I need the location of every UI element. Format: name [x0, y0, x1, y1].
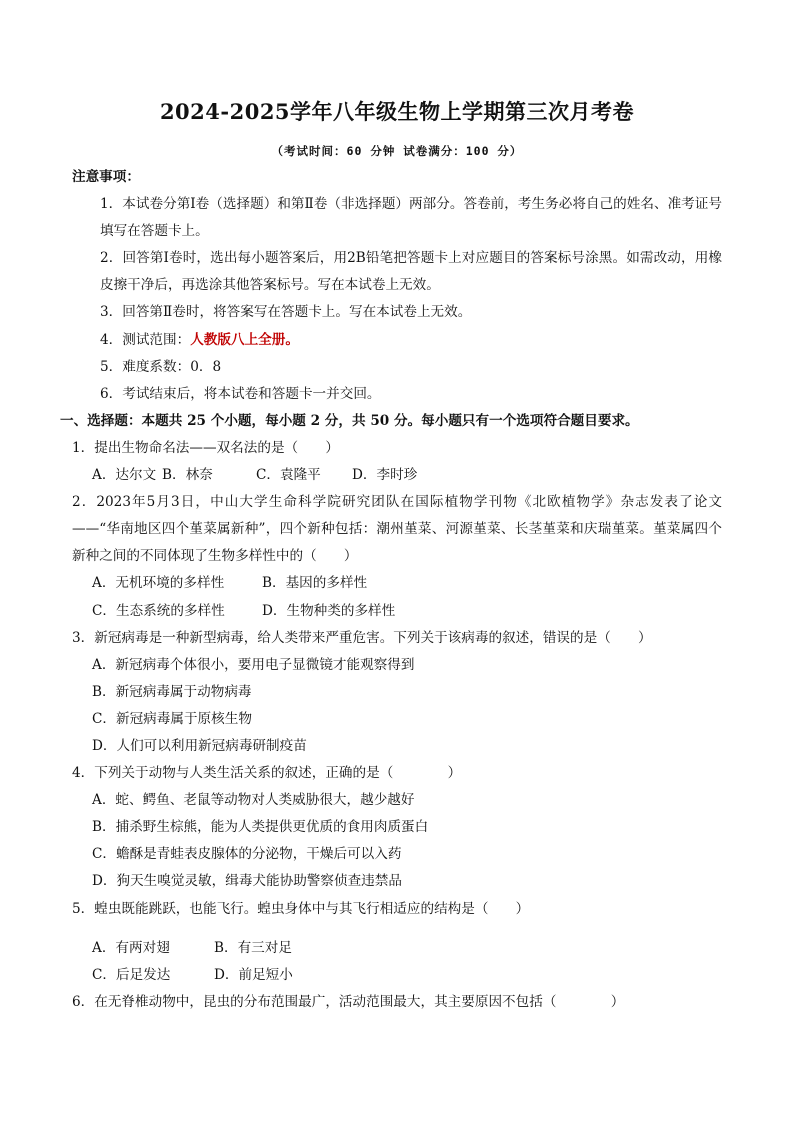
test-scope-highlight: 人教版八上全册。 [190, 331, 299, 348]
option-c: C．袁隆平 [256, 467, 321, 484]
notice-item-4 [72, 327, 722, 354]
question-4-stem: 4．下列关于动物与人类生活关系的叙述，正确的是（ ） [72, 765, 462, 782]
question-1-stem: 1．提出生物命名法——双名法的是（ ） [72, 439, 339, 456]
option-b: B．基因的多样性 [262, 575, 368, 592]
question-3-option-d: D．人们可以利用新冠病毒研制疫苗 [92, 737, 307, 754]
question-3-option-c: C．新冠病毒属于原核生物 [92, 710, 252, 727]
question-5-options-row2 [72, 962, 722, 989]
exam-body [60, 164, 722, 1016]
notice-item-4-prefix: 4．测试范围： [100, 331, 191, 348]
notice-heading: 注意事项： [72, 169, 140, 185]
notice-item-2: 2．回答第Ⅰ卷时，选出每小题答案后，用2B铅笔把答题卡上对应题目的答案标号涂黑。如需改动，用橡皮擦干净后，再选涂其他答案标号。写在本试卷上无效。 [100, 250, 722, 294]
question-1-options [72, 462, 722, 489]
option-d: D．生物种类的多样性 [262, 602, 396, 619]
exam-subtitle: （考试时间：60 分钟 试卷满分：100 分） [271, 144, 523, 158]
notice-item-1: 1．本试卷分第Ⅰ卷（选择题）和第Ⅱ卷（非选择题）两部分。答卷前，考生务必将自己的姓名、准考证号填写在答题卡上。 [100, 196, 722, 240]
option-d: D．前足短小 [214, 966, 293, 983]
question-4-option-d: D．狗天生嗅觉灵敏，缉毒犬能协助警察侦查违禁品 [92, 873, 402, 890]
spacer [72, 923, 722, 935]
question-3-option-b: B．新冠病毒属于动物病毒 [92, 683, 252, 700]
notice-item-5: 5．难度系数：0．8 [100, 358, 222, 375]
option-b: B．林奈 [162, 467, 213, 484]
question-5-options-row1 [72, 935, 722, 962]
section-heading: 一、选择题：本题共 25 个小题，每小题 2 分，共 50 分。每小题只有一个选项符合题目要求。 [60, 412, 639, 429]
question-6-stem: 6．在无脊椎动物中，昆虫的分布范围最广，活动范围最大，其主要原因不包括（ ） [72, 993, 625, 1010]
option-c: C．生态系统的多样性 [92, 602, 225, 619]
option-b: B．有三对足 [214, 939, 292, 956]
option-a: A．达尔文 [92, 467, 157, 484]
option-d: D．李时珍 [352, 467, 418, 484]
question-4-option-c: C．蟾酥是青蛙表皮腺体的分泌物，干燥后可以入药 [92, 846, 402, 863]
question-3-option-a: A．新冠病毒个体很小，要用电子显微镜才能观察得到 [92, 656, 415, 673]
exam-title: 2024-2025学年八年级生物上学期第三次月考卷 [159, 99, 635, 124]
question-2-stem: 2．2023年5月3日，中山大学生命科学院研究团队在国际植物学刊物《北欧植物学》杂志发表了论文——“华南地区四个堇菜属新种”，四个新种包括：潮州堇菜、河源堇菜、长茎堇菜和庆瑞堇菜。堇菜属四个新种之间的不同体现了生物多样性中的（ ） [72, 494, 722, 565]
question-4-option-b: B．捕杀野生棕熊，能为人类提供更优质的食用肉质蛋白 [92, 819, 429, 836]
notice-item-6: 6．考试结束后，将本试卷和答题卡一并交回。 [100, 385, 381, 402]
question-3-stem: 3．新冠病毒是一种新型病毒，给人类带来严重危害。下列关于该病毒的叙述，错误的是（ ） [72, 629, 652, 646]
option-c: C．后足发达 [92, 966, 171, 983]
notice-item-3: 3．回答第Ⅱ卷时，将答案写在答题卡上。写在本试卷上无效。 [100, 304, 472, 321]
question-5-stem: 5．蝗虫既能跳跃，也能飞行。蝗虫身体中与其飞行相适应的结构是（ ） [72, 900, 530, 917]
question-2-options-row2 [72, 598, 722, 625]
option-a: A．无机环境的多样性 [92, 575, 225, 592]
question-2-options-row1 [72, 570, 722, 597]
question-4-option-a: A．蛇、鳄鱼、老鼠等动物对人类威胁很大，越少越好 [92, 792, 415, 809]
option-a: A．有两对翅 [92, 939, 170, 956]
